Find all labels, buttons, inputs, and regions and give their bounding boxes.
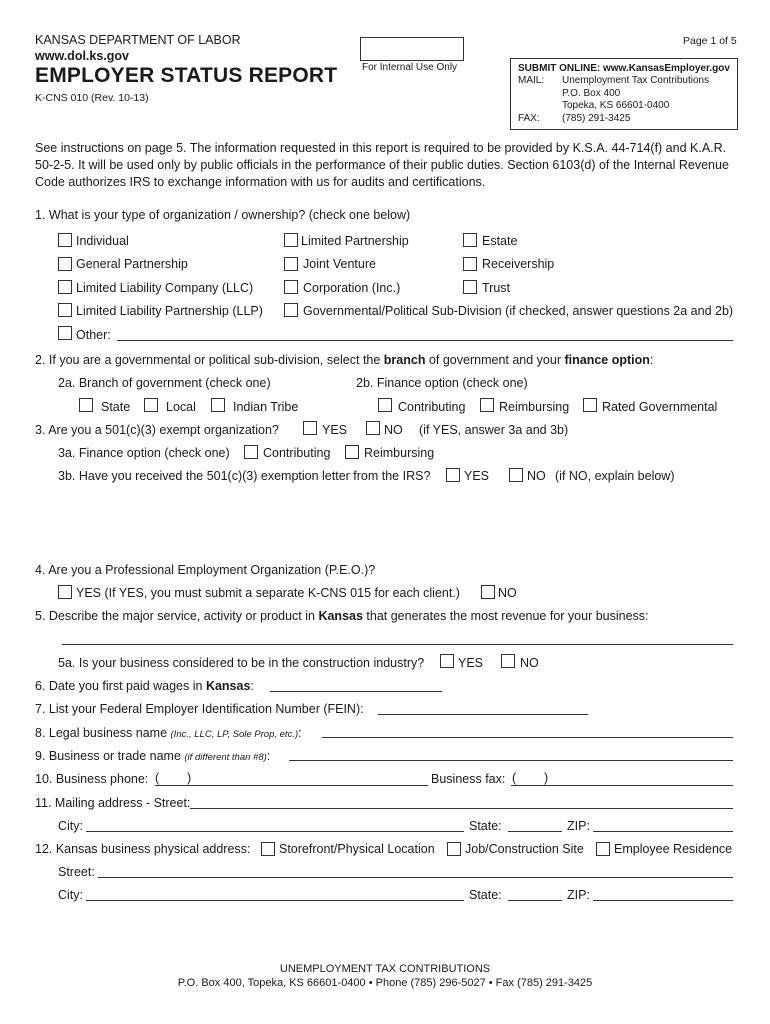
storefront-label: Storefront/Physical Location — [279, 842, 435, 856]
mail-label: MAIL: — [518, 75, 545, 87]
q10-phone-label: 10. Business phone: — [35, 772, 149, 786]
construction-yes-checkbox[interactable] — [440, 654, 454, 668]
corporation-label: Corporation (Inc.) — [303, 281, 401, 295]
local-checkbox[interactable] — [144, 398, 158, 412]
mail-line3: Topeka, KS 66601-0400 — [562, 100, 670, 112]
q12-label: 12. Kansas business physical address: — [35, 842, 251, 856]
fein-line[interactable] — [378, 714, 588, 715]
physical-city-line[interactable] — [86, 900, 464, 901]
job-site-checkbox[interactable] — [447, 842, 461, 856]
q7-label: 7. List your Federal Employer Identification Number (FEIN): — [35, 702, 364, 716]
general-partnership-checkbox[interactable] — [58, 257, 72, 271]
llc-label: Limited Liability Company (LLC) — [76, 281, 254, 295]
business-phone-line[interactable] — [155, 785, 428, 786]
q1-question: 1. What is your type of organization / ownership? (check one below) — [35, 208, 411, 222]
individual-checkbox[interactable] — [58, 233, 72, 247]
job-site-label: Job/Construction Site — [465, 842, 584, 856]
governmental-label: Governmental/Political Sub-Division (if checked, answer questions 2a and 2b) — [303, 304, 734, 318]
gov-contributing-label: Contributing — [398, 400, 466, 414]
internal-use-box[interactable] — [360, 37, 464, 61]
physical-zip-line[interactable] — [593, 900, 733, 901]
exemption-letter-no-label: NO — [527, 469, 546, 483]
first-wages-date-line[interactable] — [270, 691, 442, 692]
rated-governmental-label: Rated Governmental — [602, 400, 718, 414]
other-input-line[interactable] — [117, 340, 733, 341]
501c3-reimbursing-checkbox[interactable] — [345, 445, 359, 459]
physical-zip-label: ZIP: — [567, 888, 590, 902]
agency-website: www.dol.ks.gov — [35, 49, 129, 63]
exemption-letter-yes-label: YES — [464, 469, 490, 483]
mailing-street-line[interactable] — [190, 808, 733, 809]
gov-reimbursing-checkbox[interactable] — [480, 398, 494, 412]
individual-label: Individual — [76, 234, 129, 248]
receivership-checkbox[interactable] — [463, 257, 477, 271]
fax-paren-close: ) — [544, 771, 549, 785]
phone-paren-open: ( — [155, 771, 160, 785]
indian-tribe-checkbox[interactable] — [211, 398, 225, 412]
q3a-label: 3a. Finance option (check one) — [58, 446, 230, 460]
q8-label: 8. Legal business name (Inc., LLC, LP, Sole Prop, etc.): — [35, 726, 302, 740]
trade-name-line[interactable] — [289, 760, 733, 761]
governmental-checkbox[interactable] — [284, 303, 298, 317]
estate-checkbox[interactable] — [463, 233, 477, 247]
agency-name: KANSAS DEPARTMENT OF LABOR — [35, 33, 241, 47]
mailing-state-line[interactable] — [508, 831, 562, 832]
construction-yes-label: YES — [458, 656, 484, 670]
peo-yes-label: YES (If YES, you must submit a separate K-CNS 015 for each client.) — [76, 586, 460, 600]
state-label: State — [101, 400, 131, 414]
submit-info-box — [510, 58, 738, 130]
mail-line1: Unemployment Tax Contributions — [562, 75, 710, 87]
fax-number: (785) 291-3425 — [562, 112, 631, 124]
corporation-checkbox[interactable] — [284, 280, 298, 294]
llp-checkbox[interactable] — [58, 303, 72, 317]
limited-partnership-label: Limited Partnership — [301, 234, 409, 248]
llp-label: Limited Liability Partnership (LLP) — [76, 304, 263, 318]
peo-yes-checkbox[interactable] — [58, 585, 72, 599]
501c3-no-checkbox[interactable] — [366, 421, 380, 435]
storefront-checkbox[interactable] — [261, 842, 275, 856]
intro-paragraph: See instructions on page 5. The information requested in this report is required to be provided by K.S.A. 44-714(f) and K.A.R. 50-2-5. It will be used only by public officials in the performance of their public duties. Section 6103(d) of the Internal Revenue Code authorizes IRS to exchange information with us for audits and certifications. — [35, 141, 729, 190]
form-number: K-CNS 010 (Rev. 10-13) — [35, 92, 149, 104]
q11-label: 11. Mailing address - Street: — [35, 796, 191, 810]
footer-contact: P.O. Box 400, Topeka, KS 66601-0400 • Phone (785) 296-5027 • Fax (785) 291-3425 — [177, 977, 593, 989]
501c3-reimbursing-label: Reimbursing — [364, 446, 435, 460]
state-checkbox[interactable] — [79, 398, 93, 412]
estate-label: Estate — [482, 234, 518, 248]
physical-street-label: Street: — [58, 865, 95, 879]
business-description-line[interactable] — [62, 644, 733, 645]
q3-question: 3. Are you a 501(c)(3) exempt organization? — [35, 423, 279, 437]
trust-checkbox[interactable] — [463, 280, 477, 294]
q3-note: (if YES, answer 3a and 3b) — [419, 423, 569, 437]
employee-residence-label: Employee Residence — [614, 842, 733, 856]
internal-use-label: For Internal Use Only — [362, 62, 458, 73]
q5-question: 5. Describe the major service, activity or product in Kansas that generates the most revenue for your business: — [35, 609, 649, 623]
indian-tribe-label: Indian Tribe — [233, 400, 299, 414]
gov-reimbursing-label: Reimbursing — [499, 400, 570, 414]
501c3-no-label: NO — [384, 423, 403, 437]
phone-paren-close: ) — [187, 771, 192, 785]
peo-no-label: NO — [498, 586, 517, 600]
fax-label: FAX: — [518, 112, 540, 124]
q6-label: 6. Date you first paid wages in Kansas: — [35, 679, 254, 693]
gov-contributing-checkbox[interactable] — [378, 398, 392, 412]
construction-no-label: NO — [520, 656, 539, 670]
501c3-yes-checkbox[interactable] — [303, 421, 317, 435]
mailing-zip-label: ZIP: — [567, 819, 590, 833]
q2a-label: 2a. Branch of government (check one) — [58, 376, 271, 390]
page-number: Page 1 of 5 — [683, 35, 737, 47]
legal-business-name-line[interactable] — [322, 737, 733, 738]
exemption-letter-no-checkbox[interactable] — [509, 468, 523, 482]
q2b-label: 2b. Finance option (check one) — [356, 376, 528, 390]
q9-label: 9. Business or trade name (if different than #8): — [35, 749, 271, 763]
form-title: EMPLOYER STATUS REPORT — [35, 64, 338, 87]
mailing-city-line[interactable] — [86, 831, 464, 832]
employee-residence-checkbox[interactable] — [596, 842, 610, 856]
rated-governmental-checkbox[interactable] — [583, 398, 597, 412]
other-checkbox[interactable] — [58, 326, 72, 340]
501c3-contributing-label: Contributing — [263, 446, 331, 460]
other-label: Other: — [76, 328, 111, 342]
llc-checkbox[interactable] — [58, 280, 72, 294]
submit-online: SUBMIT ONLINE: www.KansasEmployer.gov — [518, 63, 730, 74]
q3b-note: (if NO, explain below) — [555, 469, 675, 483]
physical-city-label: City: — [58, 888, 83, 902]
501c3-contributing-checkbox[interactable] — [244, 445, 258, 459]
local-label: Local — [166, 400, 196, 414]
501c3-yes-label: YES — [322, 423, 348, 437]
fax-paren-open: ( — [512, 771, 517, 785]
physical-state-label: State: — [469, 888, 502, 902]
mailing-zip-line[interactable] — [593, 831, 733, 832]
q4-question: 4. Are you a Professional Employment Organization (P.E.O.)? — [35, 563, 376, 577]
q10-fax-label: Business fax: — [431, 772, 506, 786]
business-fax-line[interactable] — [511, 785, 733, 786]
physical-state-line[interactable] — [508, 900, 562, 901]
physical-street-line[interactable] — [98, 877, 733, 878]
mailing-city-label: City: — [58, 819, 83, 833]
mailing-state-label: State: — [469, 819, 502, 833]
q3b-label: 3b. Have you received the 501(c)(3) exemption letter from the IRS? — [58, 469, 431, 483]
peo-no-checkbox[interactable] — [481, 585, 495, 599]
q5a-label: 5a. Is your business considered to be in the construction industry? — [58, 656, 425, 670]
footer-agency: UNEMPLOYMENT TAX CONTRIBUTIONS — [279, 963, 491, 975]
joint-venture-checkbox[interactable] — [284, 257, 298, 271]
limited-partnership-checkbox[interactable] — [284, 233, 298, 247]
mail-line2: P.O. Box 400 — [562, 87, 621, 99]
joint-venture-label: Joint Venture — [303, 257, 376, 271]
general-partnership-label: General Partnership — [76, 257, 188, 271]
exemption-letter-yes-checkbox[interactable] — [446, 468, 460, 482]
q2-question: 2. If you are a governmental or political sub-division, select the branch of government and your finance option: — [35, 353, 654, 367]
receivership-label: Receivership — [482, 257, 555, 271]
construction-no-checkbox[interactable] — [501, 654, 515, 668]
trust-label: Trust — [482, 281, 511, 295]
